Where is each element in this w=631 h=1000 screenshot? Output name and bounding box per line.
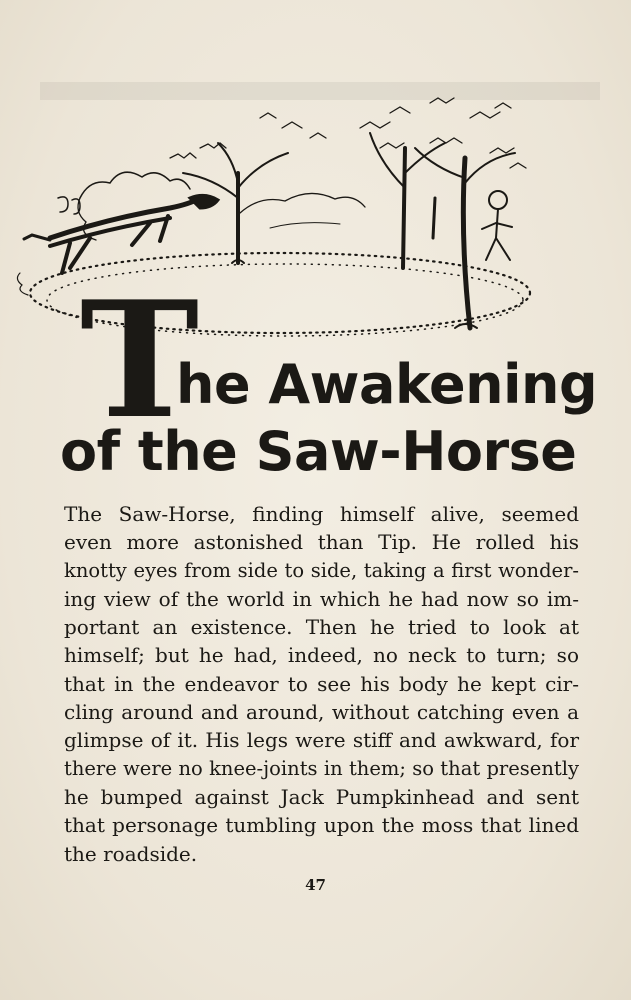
- text-line: there were no knee-joints in them; so that presently: [64, 756, 579, 780]
- text-line: that personage tumbling upon the moss that lined: [64, 813, 579, 838]
- page-number: 47: [305, 876, 326, 894]
- text-line: glimpse of it. His legs were stiff and awkward, for: [64, 728, 579, 753]
- text-line: the roadside.: [64, 841, 198, 866]
- text-line: portant an existence. Then he tried to look at: [64, 615, 579, 640]
- text-line: ing view of the world in which he had now so im-: [64, 586, 579, 611]
- text-line: he bumped against Jack Pumpkinhead and sent: [64, 784, 579, 809]
- chapter-title-line-1: he Awakening: [176, 353, 598, 416]
- text-line: himself; but he had, indeed, no neck to turn; so: [64, 643, 579, 668]
- chapter-title-line-2: of the Saw-Horse: [60, 420, 577, 483]
- text-line: cling around and around, without catching even a: [64, 700, 579, 725]
- text-line: knotty eyes from side to side, taking a first wonder-: [64, 558, 579, 582]
- chapter-title: [0, 266, 631, 490]
- text-line: The Saw-Horse, finding himself alive, seemed: [64, 502, 579, 526]
- drop-cap-letter: T: [80, 266, 196, 454]
- text-line: even more astonished than Tip. He rolled his: [64, 530, 579, 555]
- body-paragraph: [64, 500, 579, 868]
- text-line: that in the endeavor to see his body he kept cir-: [64, 671, 579, 696]
